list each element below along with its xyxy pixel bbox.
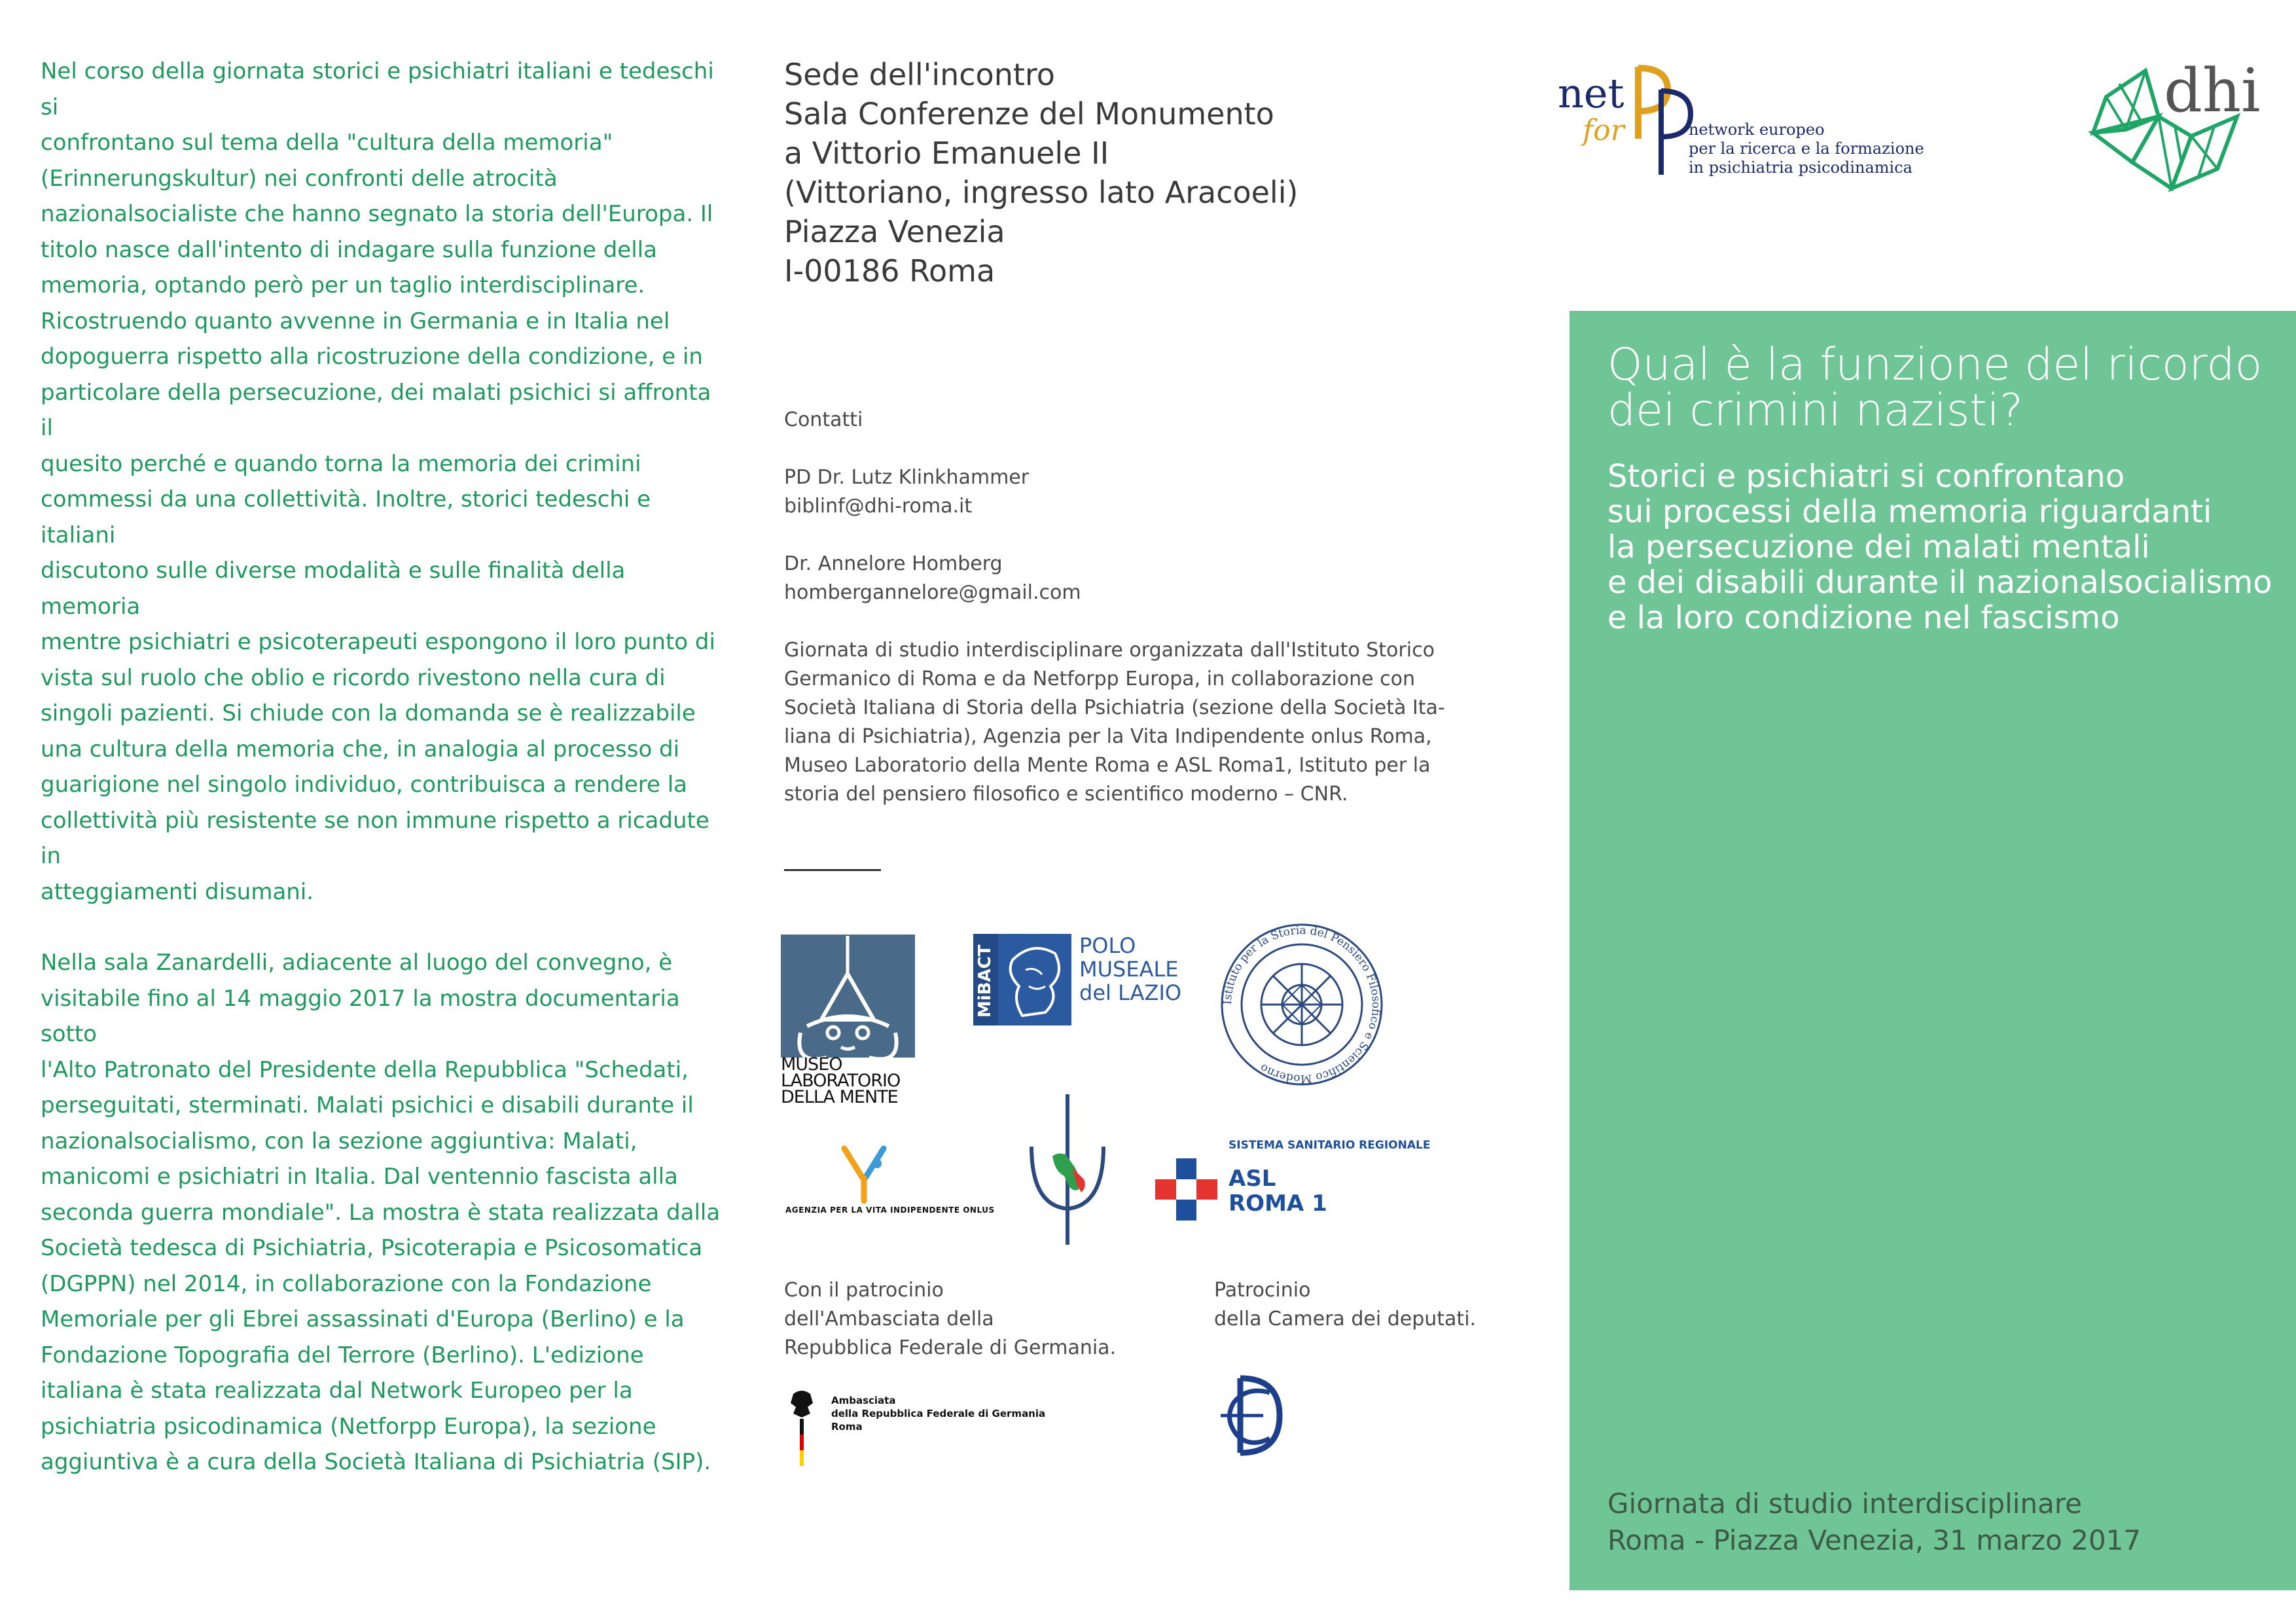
main-title bbox=[1607, 339, 2296, 437]
istituto-seal bbox=[1219, 921, 1386, 1088]
istituto-storia-pensiero-logo bbox=[1219, 921, 1386, 1088]
netforpp-for-text: for bbox=[1583, 114, 1624, 147]
venue-line: (Vittoriano, ingresso lato Aracoeli) bbox=[784, 175, 1299, 210]
organizers-text bbox=[784, 636, 1445, 809]
event-info-line: Roma - Piazza Venezia, 31 marzo 2017 bbox=[1607, 1524, 2142, 1556]
organizers-line: Museo Laboratorio della Mente Roma e ASL Roma1, Istituto per la bbox=[784, 754, 1431, 777]
organizers-line: Giornata di studio interdisciplinare organizzata dall'Istituto Storico bbox=[784, 639, 1435, 662]
contact-email[interactable]: biblinf@dhi-roma.it bbox=[784, 495, 973, 518]
netforpp-tagline-line: network europeo bbox=[1689, 120, 1825, 139]
ambasciata-text: Ambasciata bbox=[831, 1395, 896, 1406]
patronage-line: Con il patrocinio bbox=[784, 1279, 944, 1302]
polo-logo-text: MUSEALE bbox=[1079, 957, 1179, 982]
venue-block bbox=[784, 55, 1373, 291]
polo-museale-logo bbox=[973, 934, 1189, 1026]
polo-museale-mark bbox=[973, 934, 1071, 1026]
event-info bbox=[1607, 1486, 2262, 1559]
intro-text bbox=[41, 54, 728, 1480]
polo-logo-text: POLO bbox=[1079, 933, 1136, 958]
dhi-text: dhi bbox=[2164, 58, 2261, 126]
asl-text: ASL bbox=[1229, 1166, 1276, 1192]
patronage-germany bbox=[784, 1276, 1116, 1363]
venue-heading: Sede dell'incontro bbox=[784, 57, 1055, 92]
ambasciata-text: Roma bbox=[831, 1421, 863, 1433]
polo-logo-text: del LAZIO bbox=[1079, 980, 1182, 1005]
main-title-line: dei crimini nazisti? bbox=[1607, 385, 2023, 437]
agenzia-vita-indipendente-logo bbox=[785, 1145, 995, 1224]
patronage-line: dell'Ambasciata della bbox=[784, 1308, 994, 1330]
netforpp-tagline bbox=[1689, 120, 1924, 177]
venue-line: Sala Conferenze del Monumento bbox=[784, 96, 1274, 132]
societa-italiana-psichiatria-logo bbox=[1012, 1094, 1123, 1245]
venue-line: I-00186 Roma bbox=[784, 253, 996, 289]
ambasciata-germania-logo bbox=[785, 1387, 1060, 1466]
venue-line: a Vittorio Emanuele II bbox=[784, 135, 1109, 171]
patronage-camera bbox=[1214, 1276, 1476, 1334]
museo-face-icon bbox=[781, 935, 915, 1065]
contact-name: PD Dr. Lutz Klinkhammer bbox=[784, 466, 1030, 489]
subtitle bbox=[1607, 459, 2296, 635]
contacts-block bbox=[784, 406, 1439, 607]
venue-line: Piazza Venezia bbox=[784, 214, 1005, 249]
subtitle-line: e la loro condizione nel fascismo bbox=[1607, 599, 2120, 636]
organizers-line: Società Italiana di Storia della Psichiatria (sezione della Società Ita- bbox=[784, 696, 1445, 719]
main-title-line: Qual è la funzione del ricordo bbox=[1607, 339, 2263, 391]
dhi-mark bbox=[2087, 58, 2283, 198]
patronage-line: della Camera dei deputati. bbox=[1214, 1308, 1477, 1330]
dhi-logo bbox=[2087, 58, 2283, 198]
subtitle-line: e dei disabili durante il nazionalsocialismo bbox=[1607, 564, 2272, 601]
contact-name: Dr. Annelore Homberg bbox=[784, 552, 1003, 575]
camera-deputati-logo bbox=[1214, 1373, 1286, 1458]
intro-paragraph-1: Nel corso della giornata storici e psichiatri italiani e tedeschi si confrontano sul tema della "cultura della memoria" (Erinnerungskultur) nei confronti delle atrocità nazionalsocialiste che hanno segnato la storia dell'Europa. Il titolo nasce dall'intento di indagare sulla funzione della memoria, optando però per un taglio interdisciplinare. Ricostruendo quanto avvenne in Germania e in Italia nel dopoguerra rispetto alla ricostruzione della condizione, e in particolare della persecuzione, dei malati psichici si affronta il quesito perché e quando torna la memoria dei crimini commessi da una collettività. Inoltre, storici tedeschi e italiani discutono sulle diverse modalità e sulle finalità della memoria mentre psichiatri e psicoterapeuti espongono il loro punto di vista sul ruolo che oblio e ricordo rivestono nella cura di singoli pazienti. Si chiude con la domanda se è realizzabile una cultura della memoria che, in analogia al processo di guarigione nel singolo individuo, contribuisca a rendere la collettività più resistente se non immune rispetto a ricadute in atteggiamenti disumani. bbox=[41, 58, 715, 905]
organizers-line: liana di Psichiatria), Agenzia per la Vita Indipendente onlus Roma, bbox=[784, 725, 1432, 748]
camera-monogram-icon bbox=[1214, 1373, 1286, 1458]
contact-email[interactable]: hombergannelore@gmail.com bbox=[784, 581, 1081, 604]
agenzia-logo-text: AGENZIA PER LA VITA INDIPENDENTE ONLUS bbox=[785, 1205, 995, 1215]
asl-top-text: SISTEMA SANITARIO REGIONALE bbox=[1229, 1139, 1431, 1152]
subtitle-line: la persecuzione dei malati mentali bbox=[1607, 529, 2150, 565]
asl-roma1-logo bbox=[1155, 1139, 1431, 1224]
subtitle-line: Storici e psichiatri si confrontano bbox=[1607, 458, 2125, 495]
organizers-line: storia del pensiero filosofico e scientifico moderno – CNR. bbox=[784, 783, 1348, 806]
contacts-heading: Contatti bbox=[784, 408, 863, 431]
intro-paragraph-2: Nella sala Zanardelli, adiacente al luogo del convegno, è visitabile fino al 14 maggio 2017 la mostra documentaria sotto l'Alto Patronato del Presidente della Repubblica "Schedati, perseguitati, sterminati. Malati psichici e disabili durante il nazionalsocialismo, con la sezione aggiuntiva: Malati, manicomi e psichiatri in Italia. Dal ventennio fascista alla seconda guerra mondiale". La mostra è stata realizzata dalla Società tedesca di Psichiatria, Psicoterapia e Psicosomatica (DGPPN) nel 2014, in collaborazione con la Fondazione Memoriale per gli Ebrei assassinati d'Europa (Berlino) e la Fondazione Topografia del Terrore (Berlino). L'edizione italiana è stata realizzata dal Network Europeo per la psichiatria psicodinamica (Netforpp Europa), la sezione aggiuntiva è a cura della Società Italiana di Psichiatria (SIP). bbox=[41, 950, 721, 1475]
german-eagle-icon bbox=[785, 1387, 818, 1466]
cover-panel bbox=[1570, 311, 2296, 1590]
netforpp-tagline-line: per la ricerca e la formazione bbox=[1689, 139, 1924, 158]
event-info-line: Giornata di studio interdisciplinare bbox=[1607, 1488, 2083, 1520]
patronage-line: Patrocinio bbox=[1214, 1279, 1311, 1302]
ambasciata-text: della Repubblica Federale di Germania bbox=[831, 1408, 1046, 1419]
organizers-line: Germanico di Roma e da Netforpp Europa, in collaborazione con bbox=[784, 668, 1415, 690]
istituto-ring-text: Istituto per la Storia del Pensiero Filosofico e Scientifico Moderno bbox=[1221, 923, 1383, 1086]
museo-logo-text: MUSEO bbox=[781, 1054, 842, 1075]
divider bbox=[784, 869, 881, 871]
museo-logo-text: LABORATORIO bbox=[781, 1071, 901, 1091]
asl-cross-icon bbox=[1155, 1158, 1217, 1221]
subtitle-line: sui processi della memoria riguardanti bbox=[1607, 493, 2212, 530]
asl-text: ROMA 1 bbox=[1229, 1190, 1327, 1217]
museo-logo-text: DELLA MENTE bbox=[781, 1087, 898, 1107]
patronage-line: Repubblica Federale di Germania. bbox=[784, 1336, 1117, 1359]
netforpp-tagline-line: in psichiatria psicodinamica bbox=[1689, 158, 1912, 177]
mibact-text: MiBACT bbox=[975, 944, 995, 1018]
museo-laboratorio-logo bbox=[781, 935, 915, 1111]
sip-seal bbox=[1012, 1094, 1123, 1245]
netforpp-net-text: net bbox=[1558, 69, 1624, 117]
